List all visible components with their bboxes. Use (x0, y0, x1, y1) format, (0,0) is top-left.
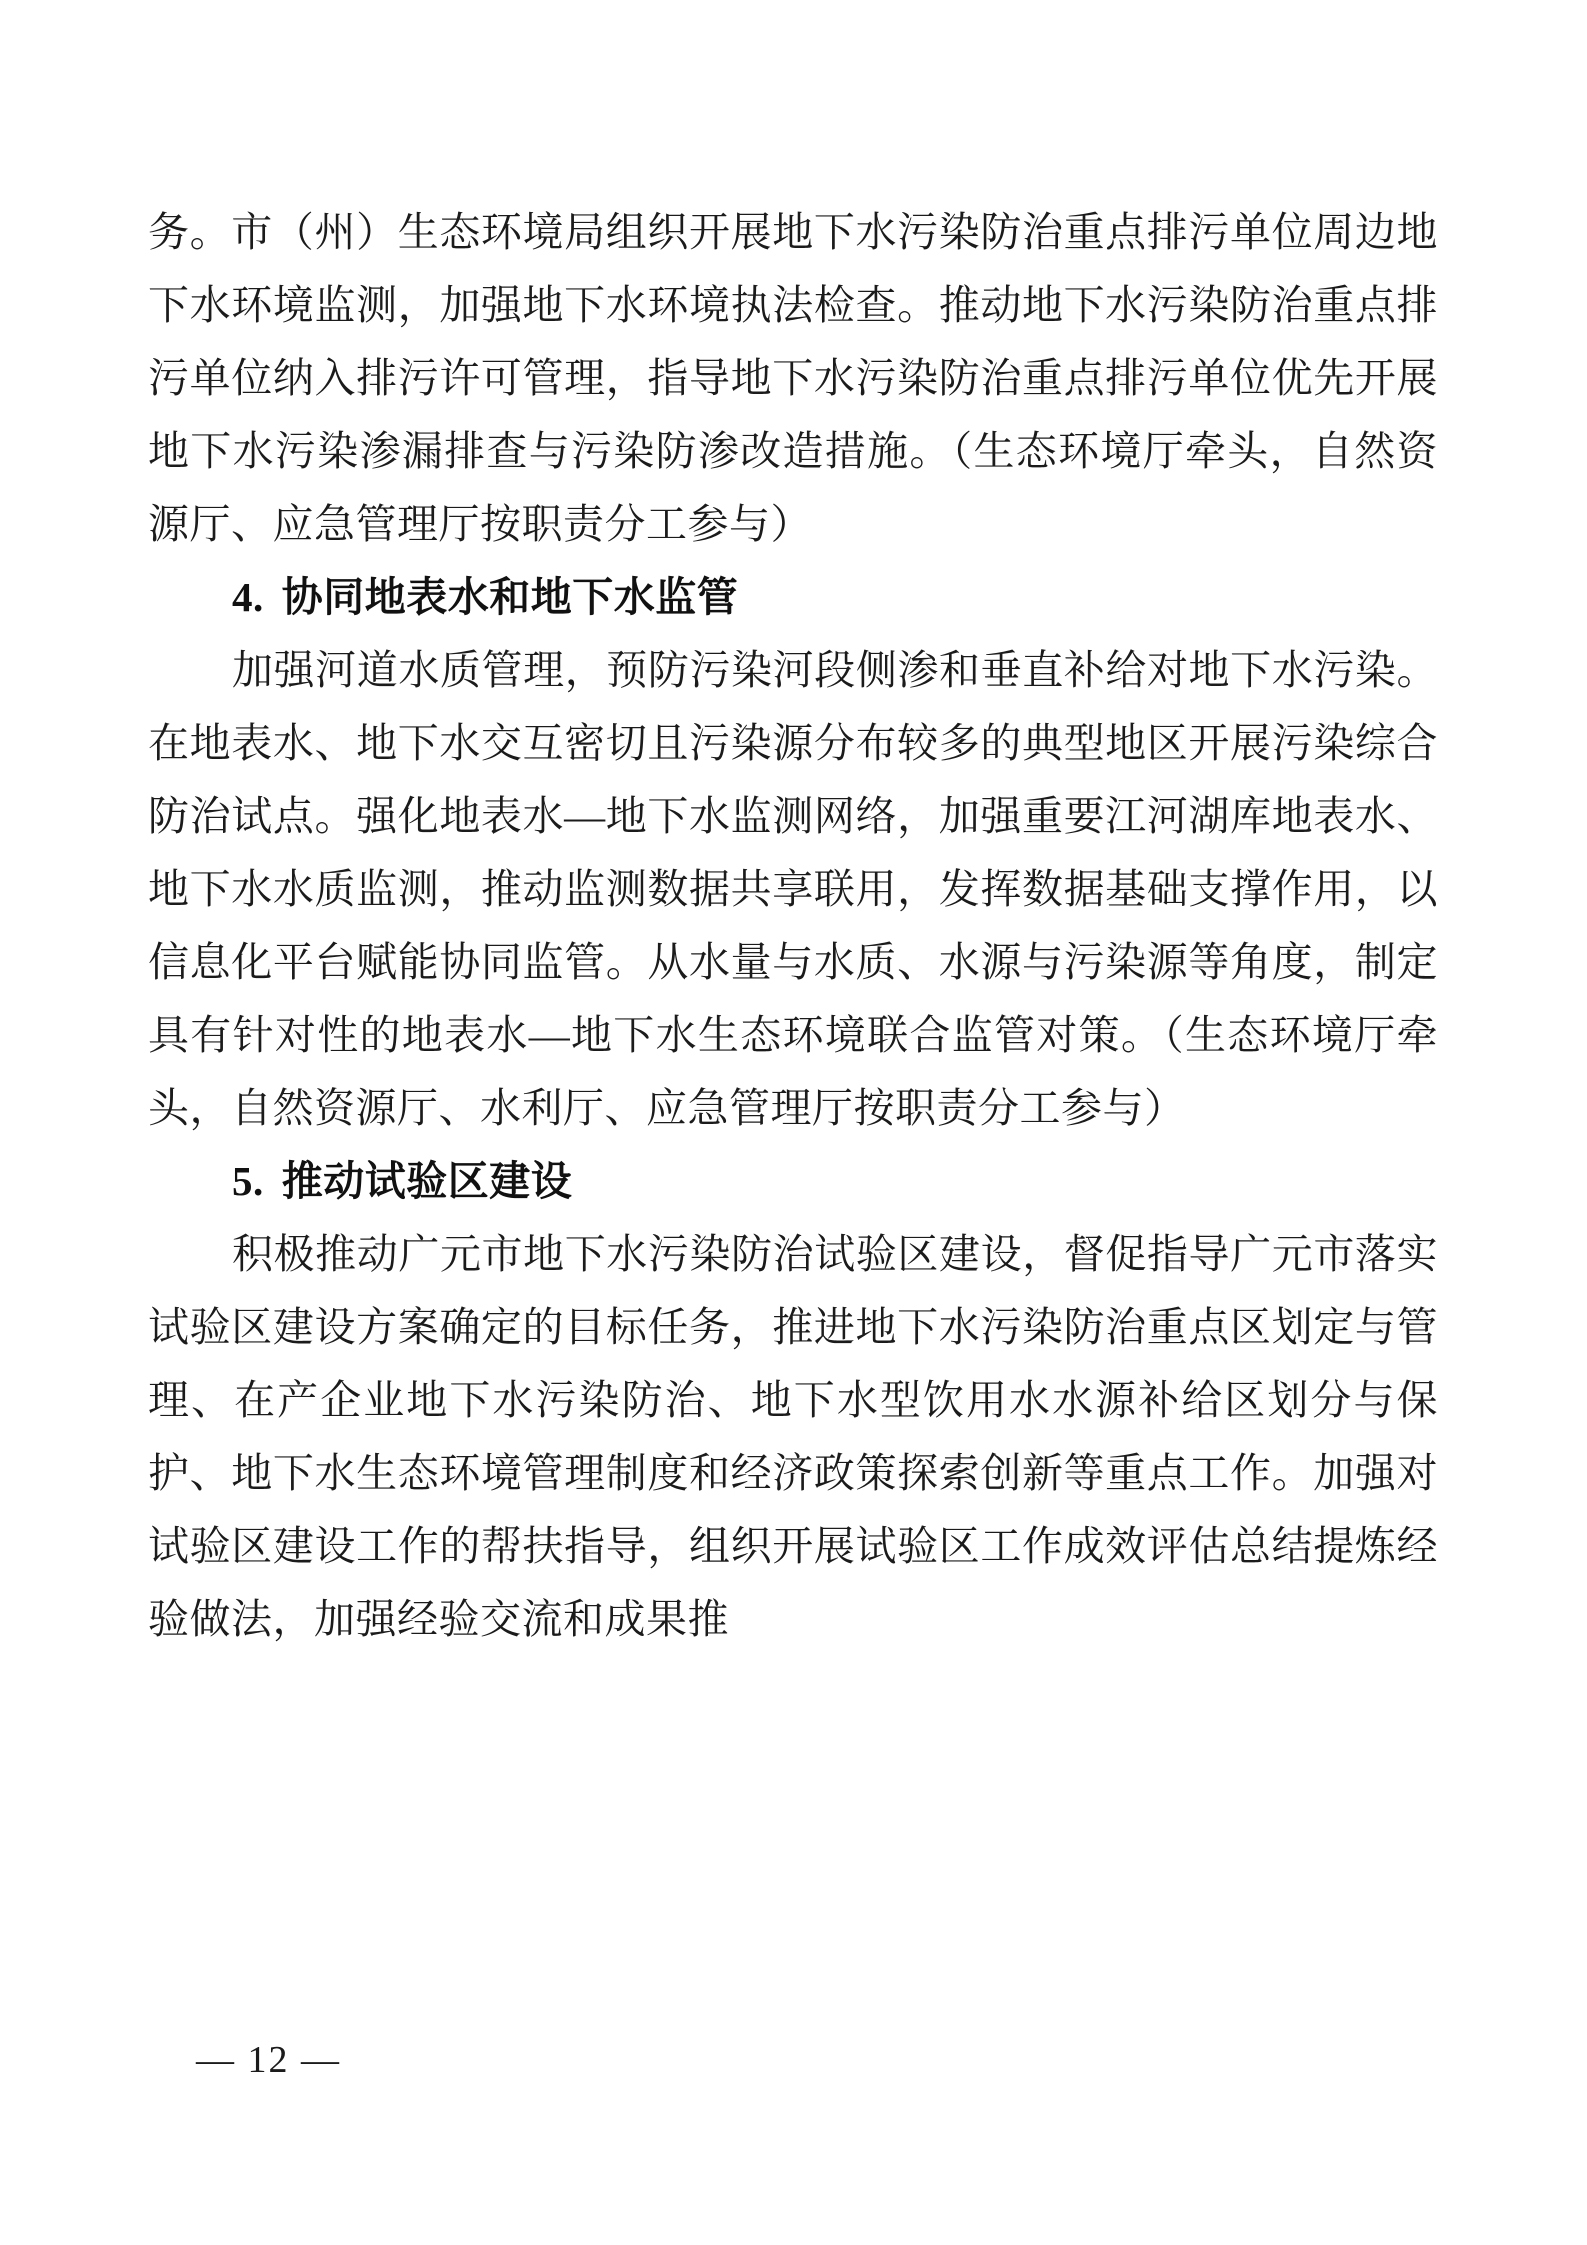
paragraph-section-4: 加强河道水质管理，预防污染河段侧渗和垂直补给对地下水污染。在地表水、地下水交互密切且污染源分布较多的典型地区开展污染综合防治试点。强化地表水—地下水监测网络，加强重要江河湖库地表水、地下水水质监测，推动监测数据共享联用，发挥数据基础支撑作用，以信息化平台赋能协同监管。从水量与水质、水源与污染源等角度，制定具有针对性的地表水—地下水生态环境联合监管对策。（生态环境厅牵头，自然资源厅、水利厅、应急管理厅按职责分工参与） (148, 647, 1438, 1131)
paragraph-continuation: 务。市（州）生态环境局组织开展地下水污染防治重点排污单位周边地下水环境监测，加强地下水环境执法检查。推动地下水污染防治重点排污单位纳入排污许可管理，指导地下水污染防治重点排污单位优先开展地下水污染渗漏排查与污染防渗改造措施。（生态环境厅牵头，自然资源厅、应急管理厅按职责分工参与） (148, 209, 1438, 547)
section-heading-5 (148, 1145, 1438, 1218)
section-title-4: 协同地表水和地下水监管 (281, 574, 739, 620)
paragraph-section-5: 积极推动广元市地下水污染防治试验区建设，督促指导广元市落实试验区建设方案确定的目标任务，推进地下水污染防治重点区划定与管理、在产企业地下水污染防治、地下水型饮用水水源补给区划分与保护、地下水生态环境管理制度和经济政策探索创新等重点工作。加强对试验区建设工作的帮扶指导，组织开展试验区工作成效评估总结提炼经验做法，加强经验交流和成果推 (148, 1231, 1438, 1642)
section-number-5: 5. (232, 1158, 264, 1204)
section-heading-4 (148, 561, 1438, 634)
section-title-5: 推动试验区建设 (281, 1158, 573, 1204)
page-footer (0, 2038, 1587, 2082)
section-number-4: 4. (232, 574, 264, 620)
page-content (148, 196, 1438, 1656)
page-number: — 12 — (196, 2039, 341, 2081)
